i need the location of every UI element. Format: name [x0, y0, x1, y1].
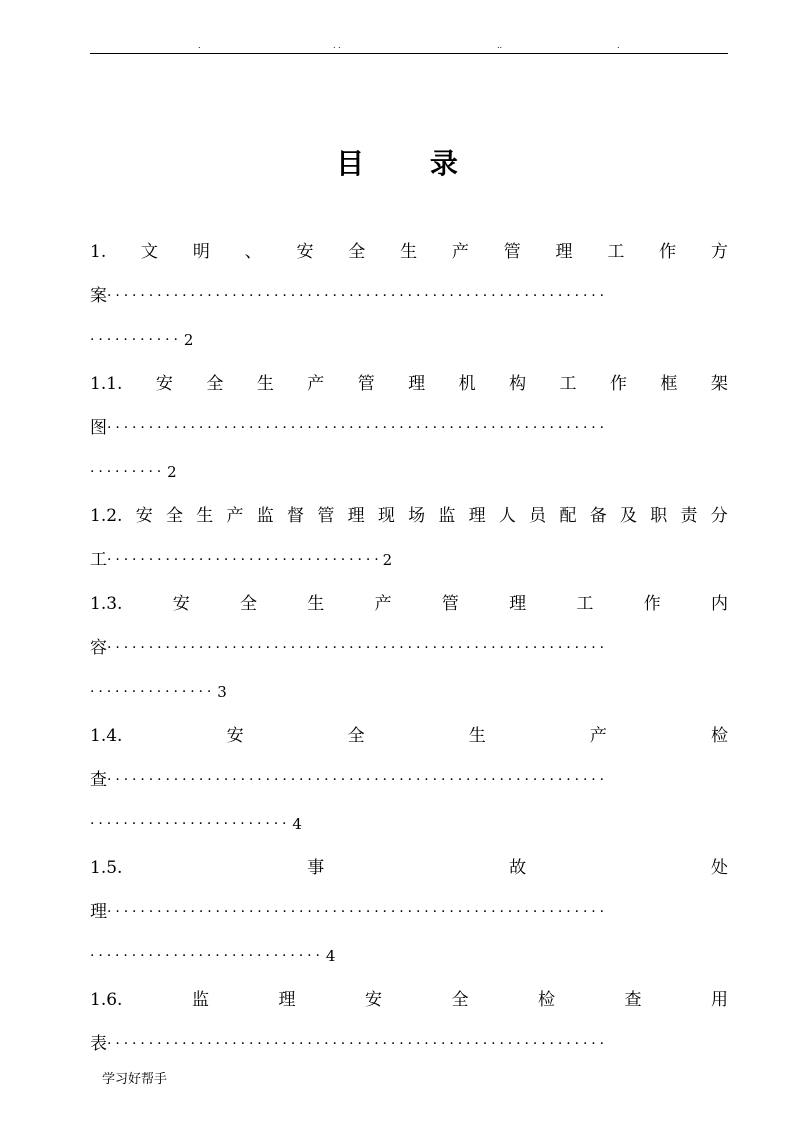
leader-dots: ·········	[90, 464, 166, 480]
toc-entry-number: 1.3.	[90, 594, 123, 614]
toc-entry-char: 全	[347, 726, 365, 746]
toc-entry-char: 工	[559, 374, 577, 394]
leader-dots: ···········	[90, 332, 182, 348]
toc-entry-char: 产	[374, 594, 392, 614]
toc-entry-last-char: 查	[90, 770, 107, 790]
toc-entry-char: 作	[659, 242, 677, 262]
toc-entry-heading	[90, 978, 728, 1022]
toc-entry-heading	[90, 362, 728, 406]
toc-entry-char: 理	[408, 374, 426, 394]
toc-entry-char: 安	[155, 374, 173, 394]
toc-entry-char: 场	[408, 506, 426, 526]
toc-entry-char: 理	[468, 506, 486, 526]
toc-entry-char: 工	[576, 594, 594, 614]
toc-entry-char: 生	[196, 506, 214, 526]
leader-dots: ···············	[90, 684, 216, 700]
toc-entry-last-char: 理	[90, 902, 107, 922]
toc-entry[interactable]	[90, 978, 728, 1066]
leader-dots: ····························································	[107, 772, 609, 788]
toc-entry-char: 安	[296, 242, 314, 262]
toc-entry-char: 方	[710, 242, 728, 262]
toc-entry-char: 监	[191, 990, 209, 1010]
toc-entry[interactable]	[90, 230, 728, 362]
toc-entry-char: 故	[509, 858, 527, 878]
toc-entry-char: 管	[503, 242, 521, 262]
toc-entry-char: 处	[710, 858, 728, 878]
toc-entry-char: 职	[650, 506, 668, 526]
toc-entry-page: 3	[217, 683, 227, 701]
toc-entry-char: 安	[364, 990, 382, 1010]
leader-dots: ····························································	[107, 288, 609, 304]
toc-entry-page: 2	[183, 331, 194, 349]
toc-entry-char: 管	[317, 506, 335, 526]
header-mark: .	[617, 41, 620, 50]
toc-entry-char: 架	[710, 374, 728, 394]
toc-entry-char: 检	[537, 990, 555, 1010]
leader-dots: ····························································	[107, 1036, 609, 1052]
toc-entry[interactable]	[90, 714, 728, 846]
toc-entry-char: 理	[509, 594, 527, 614]
toc-entry-number: 1.4.	[90, 726, 123, 746]
toc-entry-char: 全	[451, 990, 469, 1010]
toc-entry-char: 检	[711, 726, 728, 746]
toc-entry-char: 明	[192, 242, 210, 262]
toc-entry[interactable]	[90, 494, 728, 582]
toc-entry-char: 生	[256, 374, 274, 394]
toc-entry-tail	[90, 934, 728, 978]
toc-entry-char: 安	[135, 506, 153, 526]
leader-dots: ····························································	[107, 420, 609, 436]
toc-entry-leader	[90, 538, 728, 582]
toc-entry-char: 理	[347, 506, 365, 526]
toc-entry[interactable]	[90, 846, 728, 978]
toc-entry-page: 2	[167, 463, 177, 481]
leader-dots: ························	[90, 816, 291, 832]
toc-entry-last-char: 案	[90, 286, 107, 306]
toc-entry-char: 配	[559, 506, 577, 526]
footer-text: 学习好帮手	[102, 1072, 168, 1087]
toc-entry-char: 员	[529, 506, 547, 526]
toc-entry-char: 理	[278, 990, 296, 1010]
toc-entry-leader	[90, 890, 728, 934]
header-mark: .	[198, 41, 201, 50]
toc-entry-number: 1.2.	[90, 506, 123, 526]
toc-entry-last-char: 图	[90, 418, 107, 438]
toc-entry-heading	[90, 494, 728, 538]
toc-entry-char: 安	[172, 594, 190, 614]
toc-entry-char: 备	[589, 506, 607, 526]
toc-entry-leader	[90, 274, 728, 318]
toc-entry-page: 4	[292, 815, 302, 833]
toc-entry-tail	[90, 450, 728, 494]
toc-entry-heading	[90, 582, 728, 626]
toc-entry-number: 1.	[90, 242, 107, 262]
toc-entry-char: 现	[377, 506, 395, 526]
toc-entry-char: 监	[438, 506, 456, 526]
toc-entry-char: 督	[287, 506, 305, 526]
toc-entry-heading	[90, 846, 728, 890]
toc-entry-char: 责	[680, 506, 698, 526]
page-title: 目 录	[336, 147, 486, 180]
toc-entry-char: 理	[555, 242, 573, 262]
leader-dots: ····························································	[107, 904, 609, 920]
header-mark: ..	[497, 41, 503, 50]
toc-entry-char: 框	[660, 374, 678, 394]
toc-entry-char: 管	[441, 594, 459, 614]
header-marks	[90, 40, 728, 52]
toc-entry-char: 管	[357, 374, 375, 394]
toc-entry-heading	[90, 714, 728, 758]
toc-entry-page: 2	[382, 551, 393, 569]
toc-entry-tail	[90, 802, 728, 846]
toc-entry-char: 内	[710, 594, 728, 614]
toc-entry-char: 生	[307, 594, 325, 614]
toc-entry-last-char: 工	[90, 550, 107, 570]
toc-entry-char: 文	[141, 242, 159, 262]
toc-entry-last-char: 容	[90, 638, 107, 658]
toc-entry-number: 1.5.	[90, 858, 123, 878]
toc-entry-char: 产	[307, 374, 325, 394]
toc-entry-char: 工	[607, 242, 625, 262]
toc-entry-tail	[90, 670, 728, 714]
toc-entry-char: 人	[498, 506, 516, 526]
toc-entry-char: 产	[226, 506, 244, 526]
toc-entry-char: 安	[226, 726, 244, 746]
toc-entry[interactable]	[90, 582, 728, 714]
toc-entry-leader	[90, 758, 728, 802]
toc-entry-char: 生	[400, 242, 418, 262]
toc-entry-char: 全	[206, 374, 224, 394]
toc-entry-char: 用	[710, 990, 728, 1010]
toc-entry-char: 作	[609, 374, 627, 394]
header-rule	[90, 53, 728, 54]
toc-entry-leader	[90, 1022, 728, 1066]
toc-entry-tail	[90, 318, 728, 362]
table-of-contents	[90, 230, 728, 1066]
toc-entry-page: 4	[325, 947, 336, 965]
toc-entry-char: 机	[458, 374, 476, 394]
toc-entry-char: 及	[619, 506, 637, 526]
toc-entry-number: 1.1.	[90, 374, 123, 394]
toc-entry-char: 、	[244, 242, 262, 262]
toc-entry-number: 1.6.	[90, 990, 123, 1010]
leader-dots: ····························································	[107, 640, 609, 656]
leader-dots: ·································	[107, 552, 383, 568]
toc-entry-char: 事	[307, 858, 325, 878]
toc-entry-char: 监	[256, 506, 274, 526]
toc-entry-heading	[90, 230, 728, 274]
toc-entry-char: 全	[348, 242, 366, 262]
toc-entry[interactable]	[90, 362, 728, 494]
toc-entry-leader	[90, 406, 728, 450]
toc-entry-char: 生	[468, 726, 486, 746]
toc-entry-char: 查	[624, 990, 642, 1010]
toc-entry-leader	[90, 626, 728, 670]
toc-entry-char: 构	[509, 374, 527, 394]
toc-entry-last-char: 表	[90, 1034, 107, 1054]
toc-entry-char: 全	[240, 594, 258, 614]
toc-entry-char: 全	[165, 506, 183, 526]
toc-entry-char: 产	[451, 242, 469, 262]
header-mark: . .	[333, 41, 341, 50]
leader-dots: ····························	[90, 948, 324, 964]
toc-entry-char: 作	[643, 594, 661, 614]
toc-entry-char: 分	[710, 506, 728, 526]
toc-entry-char: 产	[589, 726, 607, 746]
